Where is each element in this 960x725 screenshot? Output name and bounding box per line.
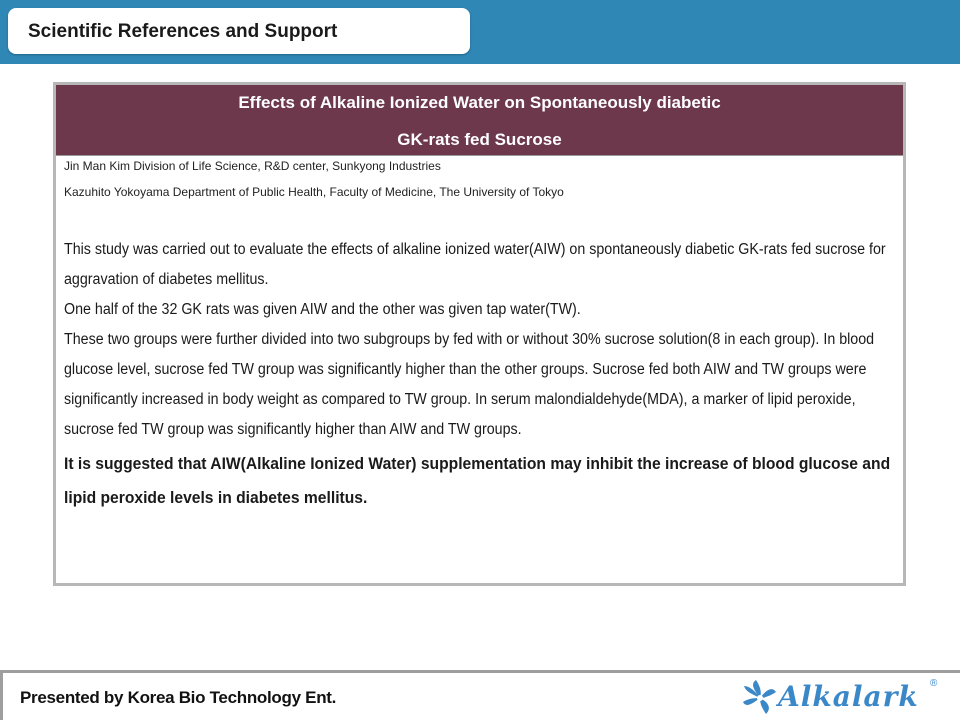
alkalark-logo	[740, 676, 950, 720]
card-header	[56, 85, 903, 156]
author-line: Jin Man Kim Division of Life Science, R&D center, Sunkyong Industries	[64, 159, 441, 173]
card-title-line-1: Effects of Alkaline Ionized Water on Spontaneously diabetic	[238, 93, 721, 112]
title-tab	[8, 8, 470, 54]
abstract-body	[64, 235, 894, 515]
conclusion-paragraph: It is suggested that AIW(Alkaline Ionized Water) supplementation may inhibit the increase of blood glucose and lipid peroxide levels in diabetes mellitus.	[64, 454, 891, 507]
authors-block	[64, 158, 894, 210]
reference-card	[53, 82, 906, 586]
card-title-line-2: GK-rats fed Sucrose	[397, 130, 562, 149]
footer-divider	[0, 670, 960, 673]
header-band	[0, 0, 960, 64]
footer-side-bar	[0, 670, 3, 720]
page-title: Scientific References and Support	[28, 21, 338, 42]
author-line: Kazuhito Yokoyama Department of Public Health, Faculty of Medicine, The University of Tokyo	[64, 185, 564, 199]
logo-flower-icon	[740, 676, 780, 720]
abstract-paragraph: One half of the 32 GK rats was given AIW and the other was given tap water(TW).	[64, 301, 581, 318]
logo-word: Alkalark	[778, 680, 919, 713]
abstract-paragraph: This study was carried out to evaluate the effects of alkaline ionized water(AIW) on spontaneously diabetic GK-rats fed sucrose for aggravation of diabetes mellitus.	[64, 241, 886, 288]
presenter-text: Presented by Korea Bio Technology Ent.	[20, 688, 337, 707]
abstract-paragraph: These two groups were further divided into two subgroups by fed with or without 30% sucrose solution(8 in each group). In blood glucose level, sucrose fed TW group was significantly higher than the other groups. Sucrose fed both AIW and TW groups were significantly increased in body weight as compared to TW group. In serum malondialdehyde(MDA), a marker of lipid peroxide, sucrose fed TW group was significantly higher than AIW and TW groups.	[64, 331, 875, 438]
registered-mark: ®	[930, 678, 938, 689]
